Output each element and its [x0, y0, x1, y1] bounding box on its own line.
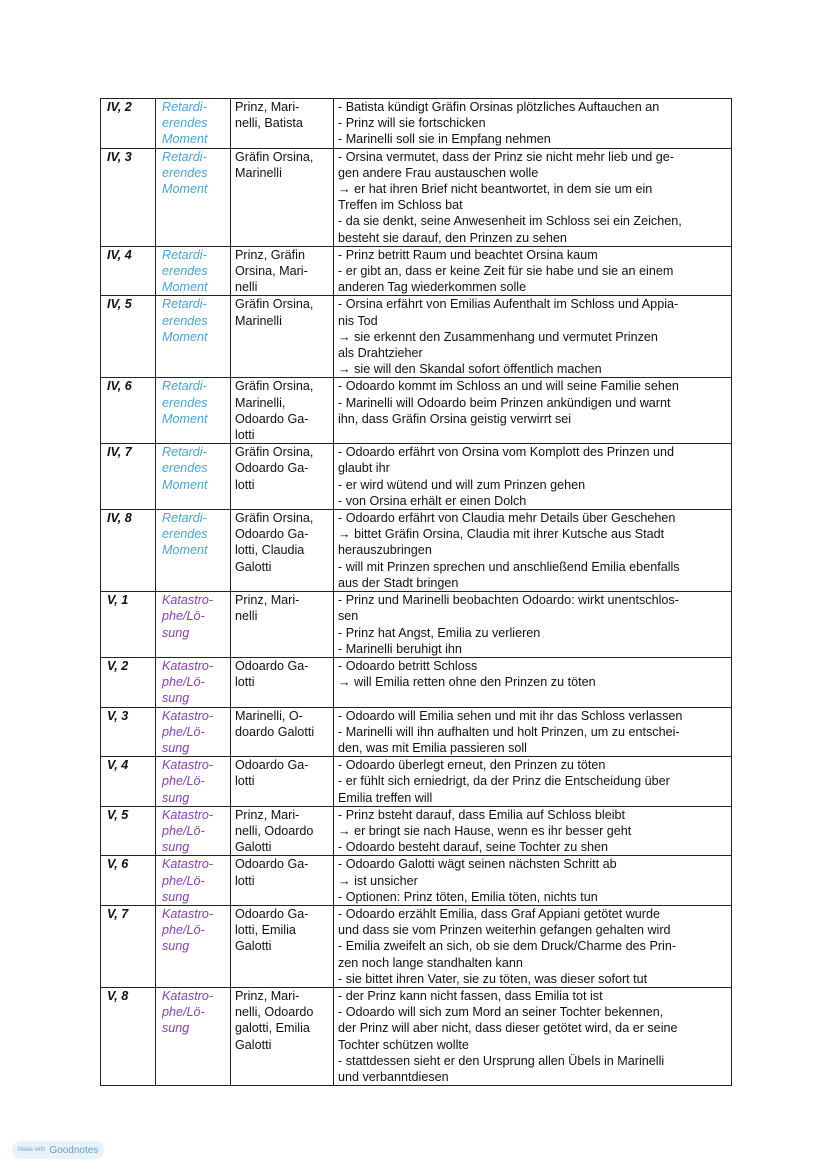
scene-number: IV, 6 [101, 378, 156, 444]
scene-summary: - Odoardo erzählt Emilia, dass Graf Appiani getötet wurde und dass sie vom Prinzen weiterhin gefangen gehalten wird - Emilia zweifelt an sich, ob sie dem Druck/Charme des Prin- zen noch lange standhalten kann - sie bittet ihren Vater, sie zu töten, was dieser sofort tut [334, 905, 732, 987]
scene-summary: - Odoardo will Emilia sehen und mit ihr das Schloss verlassen - Marinelli will ihn aufhalten und holt Prinzen, um zu entschei- den, was mit Emilia passieren soll [334, 707, 732, 757]
characters: Gräfin Orsina, Marinelli [231, 296, 334, 378]
scene-number: V, 1 [101, 592, 156, 658]
scene-summary: - Odoardo erfährt von Claudia mehr Details über Geschehen → bittet Gräfin Orsina, Claudia mit ihrer Kutsche aus Stadt herauszubringen - will mit Prinzen sprechen und anschließend Emilia ebenfalls aus der Stadt bringen [334, 510, 732, 592]
scene-table-body [101, 99, 732, 1086]
scene-summary: - Batista kündigt Gräfin Orsinas plötzliches Auftauchen an - Prinz will sie fortschicken - Marinelli soll sie in Empfang nehmen [334, 99, 732, 149]
characters: Odoardo Ga- lotti [231, 657, 334, 707]
dramatic-phase: Retardi- erendes Moment [156, 246, 231, 296]
dramatic-phase: Katastro- phe/Lö- sung [156, 905, 231, 987]
dramatic-phase: Retardi- erendes Moment [156, 296, 231, 378]
characters: Prinz, Mari- nelli, Odoardo galotti, Emilia Galotti [231, 987, 334, 1085]
goodnotes-badge [12, 1141, 104, 1159]
table-row [101, 757, 732, 807]
characters: Gräfin Orsina, Odoardo Ga- lotti [231, 444, 334, 510]
scene-number: IV, 8 [101, 510, 156, 592]
table-row [101, 987, 732, 1085]
scene-number: IV, 4 [101, 246, 156, 296]
badge-brand: Goodnotes [49, 1144, 99, 1156]
scene-summary: - Prinz bsteht darauf, dass Emilia auf Schloss bleibt → er bringt sie nach Hause, wenn es ihr besser geht - Odoardo besteht darauf, seine Tochter zu shen [334, 806, 732, 856]
table-row [101, 592, 732, 658]
scene-summary: - Orsina erfährt von Emilias Aufenthalt im Schloss und Appia- nis Tod → sie erkennt den Zusammenhang und vermutet Prinzen als Drahtzieher → sie will den Skandal sofort öffentlich machen [334, 296, 732, 378]
scene-number: V, 6 [101, 856, 156, 906]
table-row [101, 444, 732, 510]
scene-number: IV, 5 [101, 296, 156, 378]
dramatic-phase: Retardi- erendes Moment [156, 99, 231, 149]
scene-summary: - Odoardo kommt im Schloss an und will seine Familie sehen - Marinelli will Odoardo beim Prinzen ankündigen und warnt ihn, dass Gräfin Orsina geistig verwirrt sei [334, 378, 732, 444]
dramatic-phase: Katastro- phe/Lö- sung [156, 657, 231, 707]
characters: Prinz, Mari- nelli [231, 592, 334, 658]
dramatic-phase: Katastro- phe/Lö- sung [156, 592, 231, 658]
table-row [101, 806, 732, 856]
scene-summary: - Odoardo überlegt erneut, den Prinzen zu töten - er fühlt sich erniedrigt, da der Prinz die Entscheidung über Emilia treffen will [334, 757, 732, 807]
scene-number: IV, 7 [101, 444, 156, 510]
characters: Marinelli, O- doardo Galotti [231, 707, 334, 757]
scene-number: V, 5 [101, 806, 156, 856]
table-row [101, 707, 732, 757]
badge-made-with: Made with [18, 1147, 46, 1153]
scene-summary: - Odoardo Galotti wägt seinen nächsten Schritt ab → ist unsicher - Optionen: Prinz töten, Emilia töten, nichts tun [334, 856, 732, 906]
scene-summary: - Prinz betritt Raum und beachtet Orsina kaum - er gibt an, dass er keine Zeit für sie habe und sie an einem anderen Tag wiederkommen solle [334, 246, 732, 296]
table-row [101, 246, 732, 296]
scene-number: V, 7 [101, 905, 156, 987]
scene-number: V, 2 [101, 657, 156, 707]
dramatic-phase: Katastro- phe/Lö- sung [156, 757, 231, 807]
scene-summary: - Orsina vermutet, dass der Prinz sie nicht mehr lieb und ge- gen andere Frau austauschen wolle → er hat ihren Brief nicht beantwortet, in dem sie um ein Treffen im Schloss bat - da sie denkt, seine Anwesenheit im Schloss sei ein Zeichen, besteht sie darauf, den Prinzen zu sehen [334, 148, 732, 246]
dramatic-phase: Retardi- erendes Moment [156, 378, 231, 444]
scene-summary: - Odoardo betritt Schloss → will Emilia retten ohne den Prinzen zu töten [334, 657, 732, 707]
scene-summary: - Odoardo erfährt von Orsina vom Komplott des Prinzen und glaubt ihr - er wird wütend und will zum Prinzen gehen - von Orsina erhält er einen Dolch [334, 444, 732, 510]
dramatic-phase: Katastro- phe/Lö- sung [156, 806, 231, 856]
scene-table [100, 98, 732, 1086]
characters: Prinz, Mari- nelli, Batista [231, 99, 334, 149]
dramatic-phase: Retardi- erendes Moment [156, 148, 231, 246]
dramatic-phase: Katastro- phe/Lö- sung [156, 856, 231, 906]
table-row [101, 296, 732, 378]
characters: Prinz, Mari- nelli, Odoardo Galotti [231, 806, 334, 856]
characters: Odoardo Ga- lotti [231, 856, 334, 906]
scene-summary: - der Prinz kann nicht fassen, dass Emilia tot ist - Odoardo will sich zum Mord an seiner Tochter bekennen, der Prinz will aber nicht, dass dieser getötet wird, da er seine Tochter schützen wollte - stattdessen sieht er den Ursprung allen Übels in Marinelli und verbanntdiesen [334, 987, 732, 1085]
dramatic-phase: Retardi- erendes Moment [156, 510, 231, 592]
characters: Odoardo Ga- lotti, Emilia Galotti [231, 905, 334, 987]
table-row [101, 905, 732, 987]
scene-number: V, 3 [101, 707, 156, 757]
dramatic-phase: Katastro- phe/Lö- sung [156, 987, 231, 1085]
scene-number: V, 8 [101, 987, 156, 1085]
dramatic-phase: Katastro- phe/Lö- sung [156, 707, 231, 757]
scene-number: IV, 2 [101, 99, 156, 149]
characters: Gräfin Orsina, Marinelli [231, 148, 334, 246]
table-row [101, 148, 732, 246]
characters: Odoardo Ga- lotti [231, 757, 334, 807]
scene-summary: - Prinz und Marinelli beobachten Odoardo: wirkt unentschlos- sen - Prinz hat Angst, Emilia zu verlieren - Marinelli beruhigt ihn [334, 592, 732, 658]
scene-number: V, 4 [101, 757, 156, 807]
table-row [101, 378, 732, 444]
characters: Prinz, Gräfin Orsina, Mari- nelli [231, 246, 334, 296]
dramatic-phase: Retardi- erendes Moment [156, 444, 231, 510]
characters: Gräfin Orsina, Odoardo Ga- lotti, Claudia Galotti [231, 510, 334, 592]
table-row [101, 510, 732, 592]
table-row [101, 657, 732, 707]
scene-number: IV, 3 [101, 148, 156, 246]
table-row [101, 99, 732, 149]
characters: Gräfin Orsina, Marinelli, Odoardo Ga- lotti [231, 378, 334, 444]
table-row [101, 856, 732, 906]
